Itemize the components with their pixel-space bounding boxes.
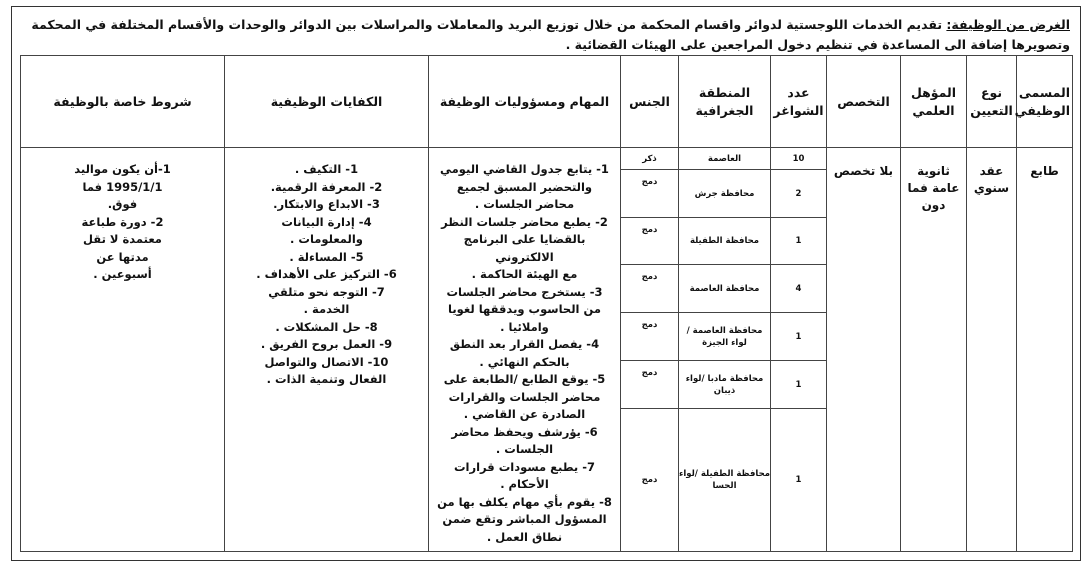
job-posting-page (11, 6, 1081, 561)
qualification-cell (901, 148, 967, 552)
duty-line: 4- يفصل القرار بعد النطق (449, 337, 600, 351)
condition-line: فوق. (107, 197, 138, 211)
region-name: محافظة العاصمة (679, 265, 770, 313)
duty-line: 8- يقوم بأي مهام يكلف بها من (437, 494, 612, 509)
header-job-title: المسمى الوظيفي (1017, 56, 1073, 148)
competency-line: 10- الاتصال والتواصل (264, 354, 389, 369)
vacancies-cell (771, 148, 827, 552)
header-vacancies: عدد الشواغر (771, 56, 827, 148)
job-purpose-label: الغرض من الوظيفة: (946, 17, 1070, 32)
condition-line: أسبوعين . (93, 267, 152, 281)
gender-value: ذكر (621, 148, 678, 170)
conditions-list (22, 149, 223, 284)
specialization: بلا تخصص (833, 164, 894, 178)
condition-line: 1995/1/1 فما (82, 179, 163, 194)
duty-line: 7- يطبع مسودات قرارات (453, 459, 596, 474)
competency-line: 3- الابداع والابتكار. (273, 197, 380, 211)
qualification: ثانوية عامة فما دون (907, 164, 960, 212)
competency-line: 6- التركيز على الأهداف . (256, 267, 397, 281)
duty-line: الأحكام . (500, 477, 549, 491)
header-appointment-type: نوع التعيين (967, 56, 1017, 148)
duties-list (430, 149, 619, 546)
competency-line: والمعلومات . (290, 232, 363, 246)
competency-line: 8- حل المشكلات . (275, 319, 378, 334)
competency-line: 4- إدارة البيانات (281, 214, 372, 229)
header-qualification: المؤهل العلمي (901, 56, 967, 148)
vacancy-count: 1 (795, 475, 802, 485)
duty-line: محاضر الجلسات والقرارات (448, 389, 601, 404)
job-purpose (12, 7, 1080, 51)
header-duties: المهام ومسؤوليات الوظيفة (429, 56, 621, 148)
header-specialization: التخصص (827, 56, 901, 148)
duties-cell (429, 148, 621, 552)
region-cell (679, 148, 771, 552)
vacancy-count: 1 (771, 361, 826, 409)
competency-line: 5- المساءلة . (289, 249, 364, 264)
duty-line: 3- يستخرج محاضر الجلسات (446, 284, 603, 299)
table-row (21, 148, 1073, 552)
job-title: طابع (1030, 164, 1059, 178)
job-purpose-text: تقديم الخدمات اللوجستية لدوائر واقسام المحكمة من خلال توزيع البريد والمعاملات والمراسلات بين الدوائر والوحدات والأقسام المختلفة في المحكمة وتصويرها إضافة الى المساعدة في تنظيم دخول المراجعين على الهيئات القضائية . (31, 17, 1070, 52)
duty-line: مع الهيئة الحاكمة . (471, 267, 578, 281)
competency-line: 2- المعرفة الرقمية. (270, 179, 383, 194)
header-conditions: شروط خاصة بالوظيفة (21, 56, 225, 148)
competencies-list (226, 149, 427, 389)
competency-line: 9- العمل بروح الفريق . (260, 337, 393, 351)
condition-line: 2- دورة طباعة (81, 214, 164, 229)
duty-line: 2- يطبع محاضر جلسات النظر (441, 214, 608, 229)
vacancy-count: 1 (771, 218, 826, 265)
vacancy-count: 2 (771, 170, 826, 218)
job-table (20, 55, 1073, 552)
region-name: العاصمة (679, 148, 770, 170)
region-name: محافظة العاصمة /لواء الجيزة (679, 313, 770, 361)
vacancy-count: 1 (771, 313, 826, 361)
gender-cell (621, 148, 679, 552)
header-region: المنطقة الجغرافية (679, 56, 771, 148)
competency-line: الفعال وتنمية الذات . (266, 372, 387, 386)
duty-line: بالقضايا على البرنامج الالكتروني (463, 232, 586, 264)
appointment-cell (967, 148, 1017, 552)
specialization-cell (827, 148, 901, 552)
header-competencies: الكفايات الوظيفية (225, 56, 429, 148)
job-title-cell (1017, 148, 1073, 552)
condition-line: 1-أن يكون مواليد (74, 162, 171, 176)
gender-value: دمج (621, 218, 678, 265)
competency-line: 7- التوجه نحو متلقي (268, 284, 385, 299)
competencies-cell (225, 148, 429, 552)
gender-value: دمج (621, 313, 678, 361)
duty-line: بالحكم النهائي . (479, 354, 570, 369)
duty-line: 6- يؤرشف ويحفظ محاضر (451, 424, 598, 439)
gender-value: دمج (641, 475, 658, 485)
region-name: محافظة جرش (679, 170, 770, 218)
gender-value: دمج (621, 361, 678, 409)
duty-line: واملائيا . (500, 319, 549, 334)
appointment-type: عقد سنوي (973, 164, 1010, 195)
duty-line: المسؤول المباشر وتقع ضمن (442, 512, 607, 526)
condition-line: مدتها عن (96, 249, 149, 264)
gender-value: دمج (621, 265, 678, 313)
competency-line: 1- التكيف . (294, 162, 359, 176)
condition-line: معتمدة لا تقل (83, 232, 162, 246)
gender-value: دمج (621, 170, 678, 218)
region-name: محافظة مادبا /لواء ذيبان (679, 361, 770, 409)
competency-line: الخدمة . (303, 302, 350, 316)
duty-line: 5- يوقع الطابع /الطابعة على (443, 372, 606, 386)
duty-line: من الحاسوب ويدققها لغويا (448, 302, 601, 316)
duty-line: الصادرة عن القاضي . (463, 407, 586, 421)
table-header-row (21, 56, 1073, 148)
vacancy-count: 10 (771, 148, 826, 170)
header-gender: الجنس (621, 56, 679, 148)
region-name: محافظة الطفيلة (679, 218, 770, 265)
duty-line: والتحضير المسبق لجميع (456, 179, 593, 194)
vacancy-count: 4 (771, 265, 826, 313)
conditions-cell (21, 148, 225, 552)
duty-line: نطاق العمل . (486, 529, 563, 544)
region-name: محافظة الطفيلة /لواء الحسا (679, 469, 770, 491)
duty-line: الجلسات . (495, 442, 554, 456)
duty-line: محاضر الجلسات . (474, 197, 575, 211)
duty-line: 1- يتابع جدول القاضي اليومي (440, 162, 609, 176)
